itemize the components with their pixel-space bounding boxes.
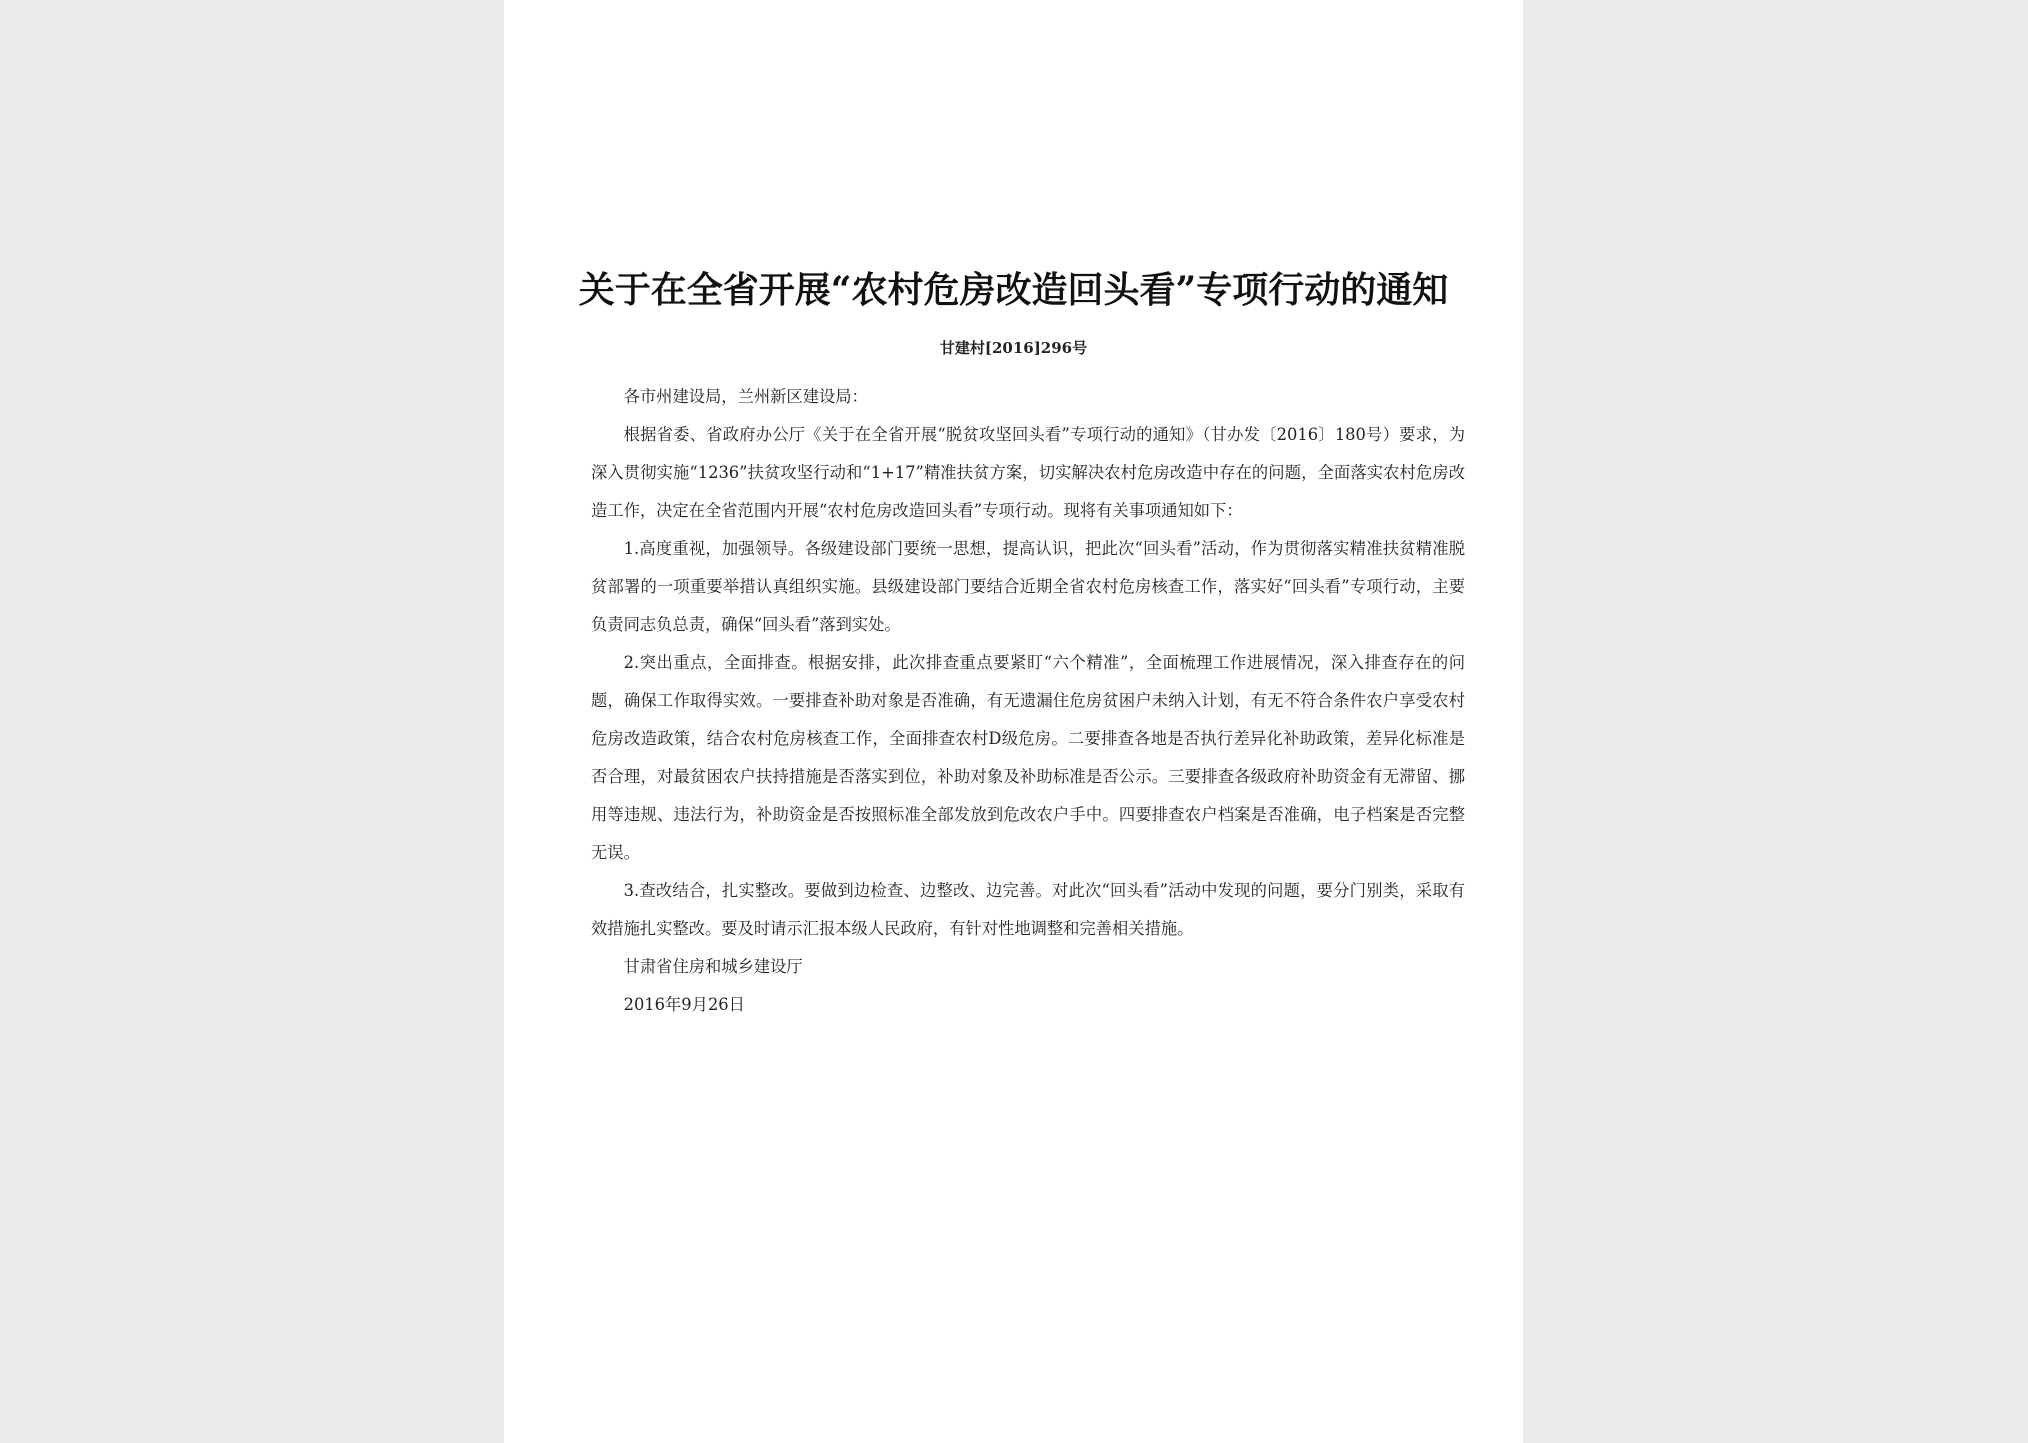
paragraph-intro: 根据省委、省政府办公厅《关于在全省开展“脱贫攻坚回头看”专项行动的通知》（甘办发〔2016〕180号）要求，为深入贯彻实施“1236”扶贫攻坚行动和“1+17”精准扶贫方案，切实解决农村危房改造中存在的问题，全面落实农村危房改造工作，决定在全省范围内开展“农村危房改造回头看”专项行动。现将有关事项通知如下： xyxy=(591,425,1465,520)
paragraph-item-1: 1.高度重视，加强领导。各级建设部门要统一思想，提高认识，把此次“回头看”活动，作为贯彻落实精准扶贫精准脱贫部署的一项重要举措认真组织实施。县级建设部门要结合近期全省农村危房核查工作，落实好“回头看”专项行动，主要负责同志负总责，确保“回头看”落到实处。 xyxy=(591,539,1465,634)
issue-date: 2016年9月26日 xyxy=(623,995,745,1014)
document-body xyxy=(591,378,1465,1024)
document-page xyxy=(504,0,1523,1443)
salutation: 各市州建设局，兰州新区建设局： xyxy=(623,387,868,406)
paragraph-item-2: 2.突出重点，全面排查。根据安排，此次排查重点要紧盯“六个精准”，全面梳理工作进展情况，深入排查存在的问题，确保工作取得实效。一要排查补助对象是否准确，有无遗漏住危房贫困户未纳入计划，有无不符合条件农户享受农村危房改造政策，结合农村危房核查工作，全面排查农村D级危房。二要排查各地是否执行差异化补助政策，差异化标准是否合理，对最贫困农户扶持措施是否落实到位，补助对象及补助标准是否公示。三要排查各级政府补助资金有无滞留、挪用等违规、违法行为，补助资金是否按照标准全部发放到危改农户手中。四要排查农户档案是否准确，电子档案是否完整无误。 xyxy=(591,653,1465,862)
document-number: 甘建村[2016]296号 xyxy=(939,339,1088,357)
paragraph-item-3: 3.查改结合，扎实整改。要做到边检查、边整改、边完善。对此次“回头看”活动中发现的问题，要分门别类，采取有效措施扎实整改。要及时请示汇报本级人民政府，有针对性地调整和完善相关措施。 xyxy=(591,881,1465,938)
document-title: 关于在全省开展“农村危房改造回头看”专项行动的通知 xyxy=(578,269,1449,311)
issuer: 甘肃省住房和城乡建设厅 xyxy=(623,957,803,976)
